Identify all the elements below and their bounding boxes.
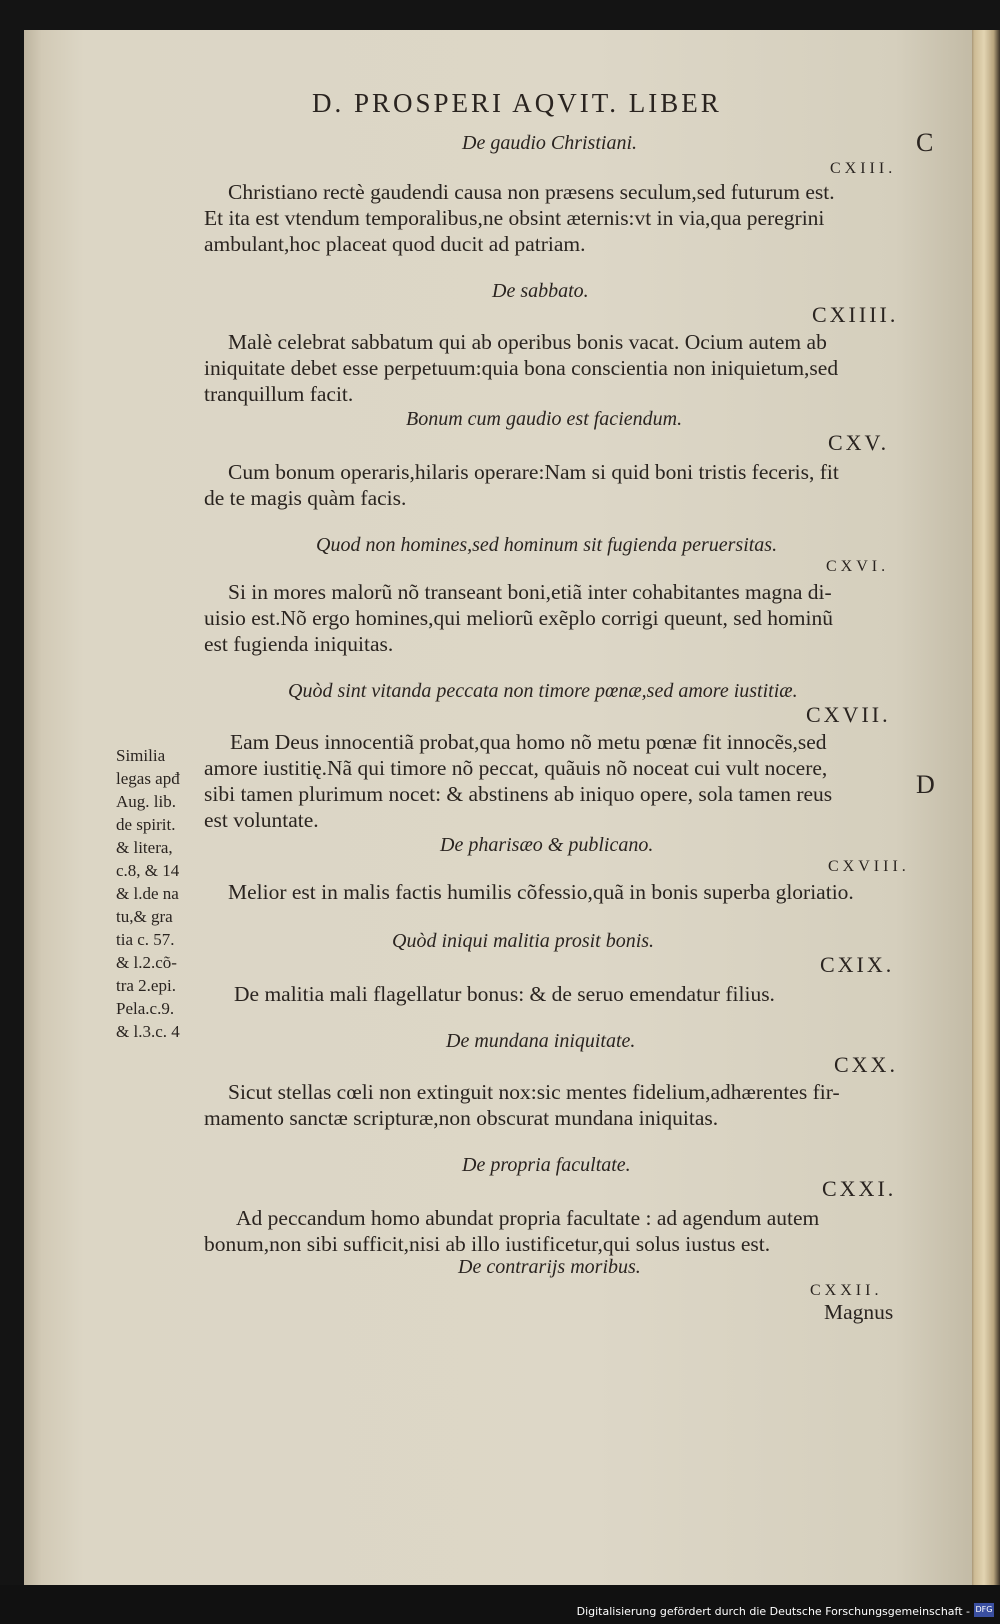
section-number: CXVI. xyxy=(826,558,890,575)
section-heading: De propria facultate. xyxy=(462,1154,631,1176)
section-number: CXXI. xyxy=(822,1176,897,1201)
text-line: Si in mores malorũ nõ transeant boni,etiã inter cohabitantes magna di- xyxy=(228,580,832,604)
text-line: uisio est.Nõ ergo homines,qui meliorũ exẽplo corrigi queunt, sed hominũ xyxy=(204,606,833,630)
text-line: mamento sanctæ scripturæ,non obscurat mundana iniquitas. xyxy=(204,1106,719,1130)
catchword: Magnus xyxy=(824,1300,894,1324)
section-number: CXX. xyxy=(834,1052,898,1077)
section-heading: De contrarijs moribus. xyxy=(458,1256,641,1278)
section-heading: Quòd iniqui malitia prosit bonis. xyxy=(392,930,655,952)
text-line: ambulant,hoc placeat quod ducit ad patriam. xyxy=(204,232,586,256)
text-line: Eam Deus innocentiã probat,qua homo nõ metu pœnæ fit innocẽs,sed xyxy=(230,730,827,754)
text-line: Malè celebrat sabbatum qui ab operibus bonis vacat. Ocium autem ab xyxy=(228,330,827,354)
text-line: est voluntate. xyxy=(204,808,319,832)
margin-letter-d: D xyxy=(916,770,935,799)
text-line: sibi tamen plurimum nocet: & abstinens ab iniquo opere, sola tamen reus xyxy=(204,782,833,806)
section-heading: Bonum cum gaudio est faciendum. xyxy=(406,408,683,430)
margin-note: Similia legas apđ Aug. lib. de spirit. & litera, c.8, & 14 & l.de na tu,& gra tia c. 57. & l.2.cõ- tra 2.epi. Pela.c.9. & l.3.c. 4 xyxy=(116,746,180,1041)
text-line: Cum bonum operaris,hilaris operare:Nam si quid boni tristis feceris, fit xyxy=(228,460,839,484)
section-number: CXIX. xyxy=(820,952,895,977)
section-number: CXVIII. xyxy=(828,858,910,875)
text-line: De malitia mali flagellatur bonus: & de seruo emendatur filius. xyxy=(234,982,775,1006)
section-number: CXXII. xyxy=(810,1282,883,1299)
text-line: tranquillum facit. xyxy=(204,382,354,406)
dfg-logo: DFG xyxy=(974,1603,994,1617)
text-line: Melior est in malis factis humilis cõfessio,quã in bonis superba gloriatio. xyxy=(228,880,854,904)
section-heading: Quod non homines,sed hominum sit fugienda peruersitas. xyxy=(316,534,778,556)
section-number: CXIIII. xyxy=(812,302,899,327)
margin-letter-c: C xyxy=(916,128,934,157)
section-number: CXIII. xyxy=(830,160,897,177)
text-line: amore iustitię.Nã qui timore nõ peccat, quãuis nõ noceat cui vult nocere, xyxy=(204,756,828,780)
text-line: Sicut stellas cœli non extinguit nox:sic mentes fidelium,adhærentes fir- xyxy=(228,1080,840,1104)
text-line: Et ita est vtendum temporalibus,ne obsint æternis:vt in via,qua peregrini xyxy=(204,206,825,230)
page-header: D. PROSPERI AQVIT. LIBER xyxy=(312,88,722,118)
text-line: de te magis quàm facis. xyxy=(204,486,407,510)
section-heading: De mundana iniquitate. xyxy=(446,1030,636,1052)
text-line: iniquitate debet esse perpetuum:quia bona conscientia non iniquietum,sed xyxy=(204,356,839,380)
text-line: bonum,non sibi sufficit,nisi ab illo iustificetur,qui solus iustus est. xyxy=(204,1232,771,1256)
text-line: est fugienda iniquitas. xyxy=(204,632,394,656)
digitization-credit: Digitalisierung gefördert durch die Deutsche Forschungsgemeinschaft - xyxy=(576,1605,970,1618)
section-heading: De pharisæo & publicano. xyxy=(440,834,654,856)
text-line: Christiano rectè gaudendi causa non præsens seculum,sed futurum est. xyxy=(228,180,835,204)
book-page-edge xyxy=(968,30,1000,1585)
section-number: CXV. xyxy=(828,430,890,455)
text-line: Ad peccandum homo abundat propria facultate : ad agendum autem xyxy=(236,1206,820,1230)
section-heading: De gaudio Christiani. xyxy=(462,132,638,154)
section-heading: De sabbato. xyxy=(492,280,589,302)
section-number: CXVII. xyxy=(806,702,891,727)
section-heading: Quòd sint vitanda peccata non timore pœnæ,sed amore iustitiæ. xyxy=(288,680,798,702)
